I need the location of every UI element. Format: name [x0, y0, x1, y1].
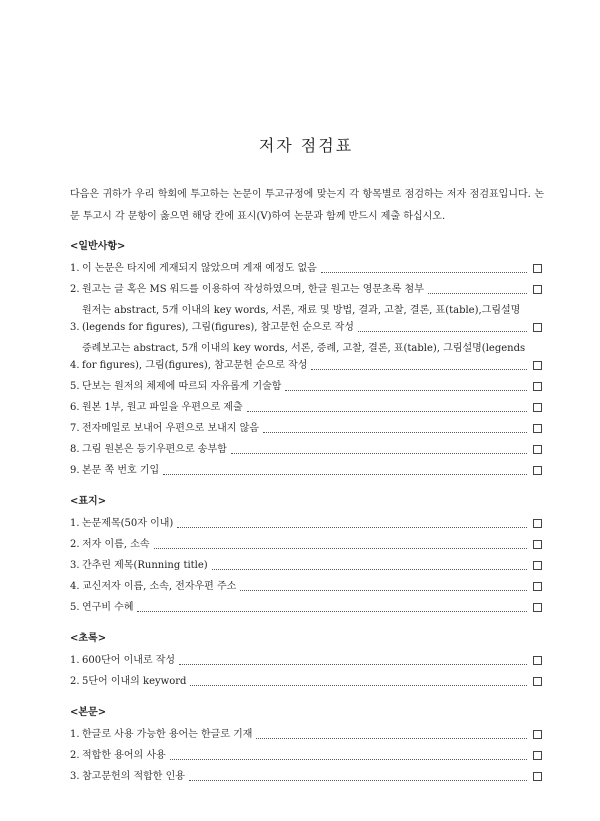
checklist-sections [70, 238, 542, 785]
checkbox[interactable] [533, 285, 542, 294]
dot-leader [190, 685, 527, 686]
checklist-item [70, 302, 542, 336]
dot-leader [247, 411, 527, 412]
section-title: <본문> [70, 707, 107, 718]
item-text: 논문제목(50자 이내) [82, 518, 174, 529]
item-text: 5단어 이내의 keyword [82, 676, 187, 687]
item-text: 교신저자 이름, 소속, 전자우편 주소 [82, 581, 237, 592]
checklist-item [70, 726, 542, 743]
checklist-item [70, 557, 542, 574]
checklist-item [70, 399, 542, 416]
checkbox[interactable] [533, 424, 542, 433]
checkbox[interactable] [533, 751, 542, 760]
item-number: 2. [70, 539, 80, 550]
dot-leader [358, 331, 527, 332]
dot-leader [177, 527, 527, 528]
dot-leader [154, 548, 528, 549]
checklist-section [70, 493, 542, 616]
dot-leader [231, 453, 527, 454]
item-number: 9. [70, 465, 80, 476]
checkbox[interactable] [533, 466, 542, 475]
item-text: 본문 쪽 번호 기입 [82, 465, 160, 476]
checkbox[interactable] [533, 323, 542, 332]
item-text: (legends for figures), 그림(figures), 참고문헌 순으로 작성 [82, 322, 354, 333]
item-text: 600단어 이내로 작성 [82, 655, 176, 666]
checklist-item [70, 747, 542, 764]
checkbox[interactable] [533, 403, 542, 412]
item-text: 연구비 수혜 [82, 602, 134, 613]
checklist-item [70, 673, 542, 690]
checkbox[interactable] [533, 540, 542, 549]
item-number: 2. [70, 750, 80, 761]
dot-leader [263, 432, 527, 433]
dot-leader [240, 590, 527, 591]
dot-leader [137, 611, 527, 612]
dot-leader [212, 569, 527, 570]
intro-paragraph: 다음은 귀하가 우리 학회에 투고하는 논문이 투고규정에 맞는지 각 항목별로 점검하는 저자 점검표입니다. 논문 투고시 각 문항이 옳으면 해당 칸에 표시(V)하여 논문과 함께 반드시 제출 하십시오. [70, 189, 544, 222]
checkbox[interactable] [533, 382, 542, 391]
item-text: 이 논문은 타지에 게재되지 않았으며 게재 예정도 없음 [82, 263, 317, 274]
checklist-item [70, 441, 542, 458]
dot-leader [189, 780, 527, 781]
item-number: 3. [70, 322, 80, 333]
checkbox[interactable] [533, 445, 542, 454]
item-number: 7. [70, 423, 80, 434]
checklist-item [70, 515, 542, 532]
item-number: 8. [70, 444, 80, 455]
dot-leader [311, 369, 527, 370]
checkbox[interactable] [533, 677, 542, 686]
checklist-item [70, 340, 542, 374]
item-text: 원고는 글 혹은 MS 워드를 이용하여 작성하였으며, 한글 원고는 영문초록 첨부 [82, 284, 424, 295]
section-title: <표지> [70, 496, 107, 507]
item-number: 1. [70, 655, 80, 666]
checklist-item [70, 378, 542, 395]
dot-leader [170, 759, 527, 760]
dot-leader [256, 738, 527, 739]
section-title: <일반사항> [70, 241, 126, 252]
checkbox[interactable] [533, 772, 542, 781]
item-text: 저자 이름, 소속 [82, 539, 150, 550]
dot-leader [179, 664, 527, 665]
item-number: 2. [70, 284, 80, 295]
item-text: 한글로 사용 가능한 용어는 한글로 기재 [82, 729, 253, 740]
dot-leader [428, 293, 527, 294]
checklist-section [70, 704, 542, 785]
checklist-section [70, 238, 542, 479]
item-text: 단보는 원저의 체제에 따르되 자유롭게 기술함 [82, 381, 282, 392]
item-text: 원저는 abstract, 5개 이내의 key words, 서론, 재료 및 방법, 결과, 고찰, 결론, 표(table),그림설명 [82, 305, 521, 316]
item-text: 간추린 제목(Running title) [82, 560, 208, 571]
item-number: 1. [70, 518, 80, 529]
item-number: 3. [70, 771, 80, 782]
checkbox[interactable] [533, 603, 542, 612]
item-text: 전자메일로 보내어 우편으로 보내지 않음 [82, 423, 259, 434]
dot-leader [163, 474, 527, 475]
item-number: 5. [70, 381, 80, 392]
dot-leader [285, 390, 527, 391]
checklist-item [70, 768, 542, 785]
item-text: 그림 원본은 등기우편으로 송부함 [82, 444, 227, 455]
checklist-item [70, 599, 542, 616]
checklist-section [70, 630, 542, 690]
item-text: 적합한 용어의 사용 [82, 750, 166, 761]
checklist-item [70, 462, 542, 479]
checkbox[interactable] [533, 656, 542, 665]
dot-leader [321, 272, 527, 273]
page-title: 저자 점검표 [258, 136, 354, 155]
checklist-item [70, 536, 542, 553]
item-number: 6. [70, 402, 80, 413]
item-number: 3. [70, 560, 80, 571]
checkbox[interactable] [533, 561, 542, 570]
checklist-item [70, 260, 542, 277]
checkbox[interactable] [533, 361, 542, 370]
item-number: 1. [70, 263, 80, 274]
section-title: <초록> [70, 633, 107, 644]
checkbox[interactable] [533, 582, 542, 591]
checklist-item [70, 652, 542, 669]
item-number: 4. [70, 581, 80, 592]
item-number: 5. [70, 602, 80, 613]
item-text: 증례보고는 abstract, 5개 이내의 key words, 서론, 증례, 고찰, 결론, 표(table), 그림설명(legends [82, 343, 526, 354]
checkbox[interactable] [533, 264, 542, 273]
item-number: 2. [70, 676, 80, 687]
item-text: 참고문헌의 적합한 인용 [82, 771, 185, 782]
item-text: 원본 1부, 원고 파일을 우편으로 제출 [82, 402, 243, 413]
checklist-item [70, 281, 542, 298]
item-number: 4. [70, 360, 80, 371]
item-number: 1. [70, 729, 80, 740]
checkbox[interactable] [533, 519, 542, 528]
item-text: for figures), 그림(figures), 참고문헌 순으로 작성 [82, 360, 308, 371]
checklist-item [70, 420, 542, 437]
checkbox[interactable] [533, 730, 542, 739]
checklist-item [70, 578, 542, 595]
